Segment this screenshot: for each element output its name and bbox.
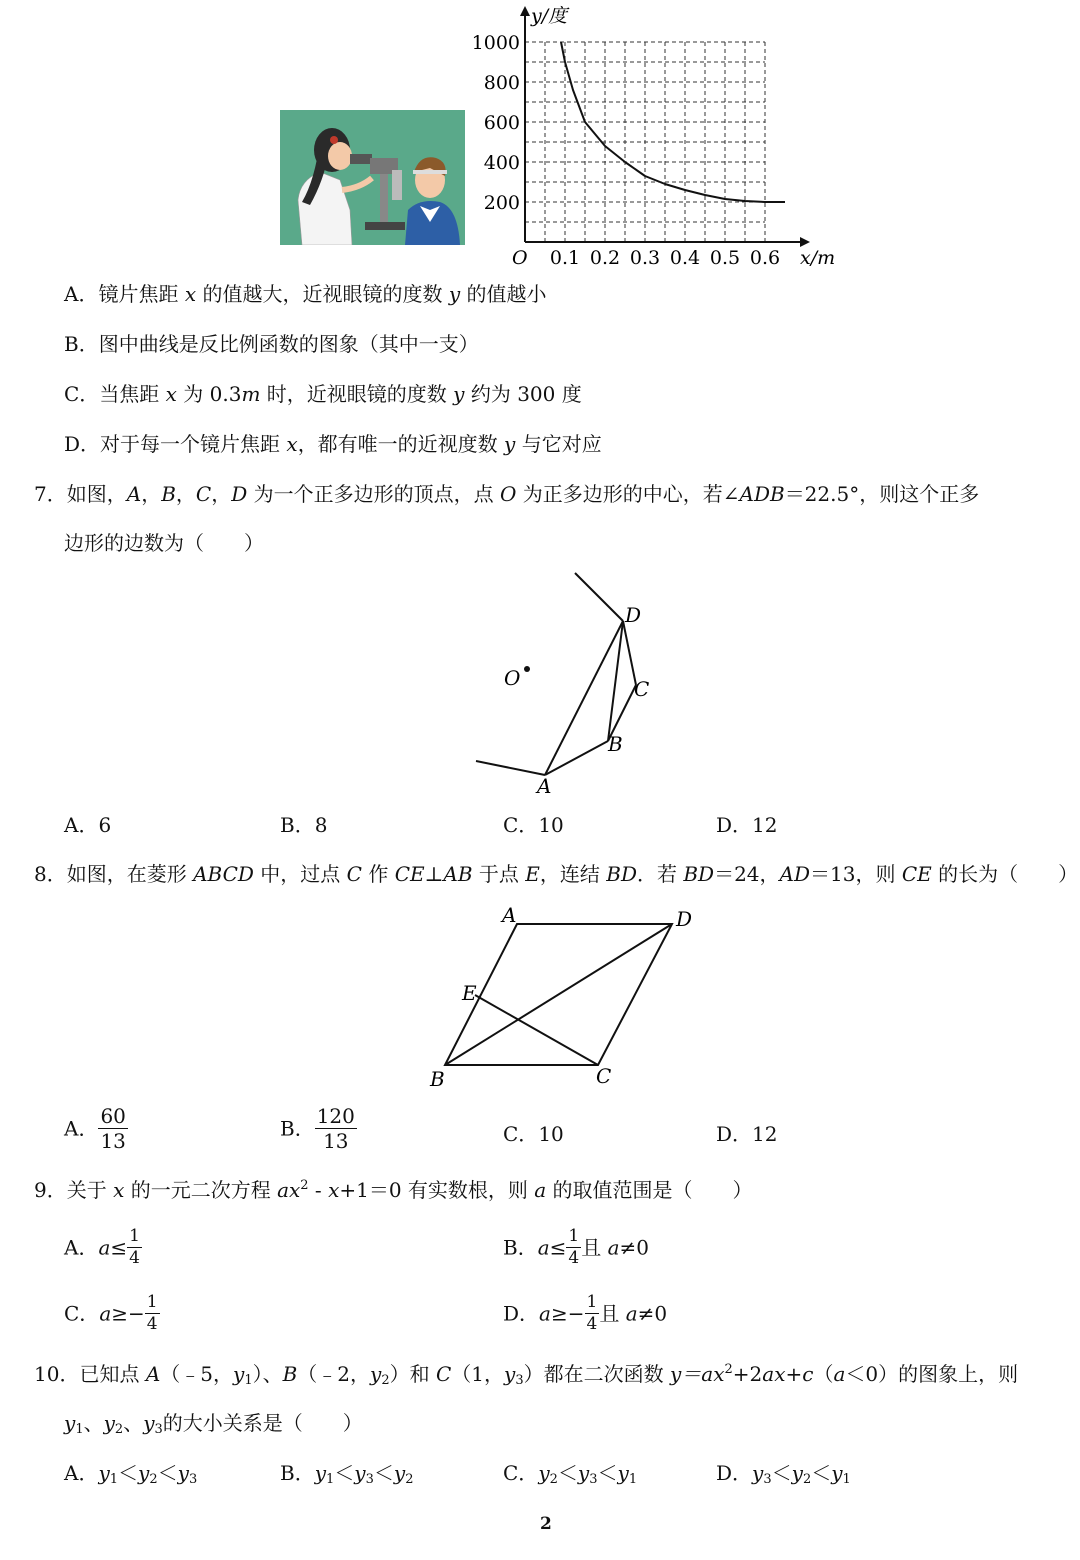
math-variable: y (453, 382, 465, 406)
text-run: 当焦距 (99, 382, 166, 406)
q9-option-d: D．a≥− $\frac{1}{4}$ 且 a≠0 (503, 1292, 668, 1334)
text-run: ＝13，则 (810, 862, 902, 886)
text-run: 于点 (472, 862, 526, 886)
math-variable: y (617, 1461, 629, 1485)
origin-label: O (512, 247, 528, 269)
less-than: ＜ (811, 1461, 832, 1485)
q8-option-d: D．12 (716, 1122, 778, 1146)
text-run: 为一个正多边形的顶点，点 (247, 482, 500, 506)
q9-option-a: A．a≤ $\frac{1}{4}$ (64, 1226, 140, 1268)
subscript: 1 (842, 1472, 851, 1487)
subscript: 1 (109, 1472, 119, 1487)
math-variable: y (448, 282, 461, 306)
q6-option-a (64, 281, 546, 307)
less-than: ＜ (157, 1461, 178, 1485)
text-run: ＝22.5°，则这个正多 (784, 482, 980, 506)
label-B: B (430, 1067, 445, 1091)
label-A: A (502, 903, 517, 927)
math-variable: y (577, 1461, 590, 1485)
y-axis-arrow (520, 6, 530, 16)
math-variable: O (499, 482, 517, 506)
text-run: ＝24， (714, 862, 780, 886)
text-run: 为正多边形的中心，若∠ (516, 482, 740, 506)
text-run: ．若 (636, 862, 684, 886)
less-than: ＜ (771, 1461, 792, 1485)
q10-option-d (716, 1460, 851, 1486)
text-run: 7．如图， (34, 482, 127, 506)
text-run: 约为 300 度 (464, 382, 582, 406)
q10-option-c (503, 1460, 637, 1486)
q6-option-c (64, 381, 582, 407)
x-tick-label: 0.1 (549, 247, 581, 269)
x-tick-label: 0.5 (709, 247, 741, 269)
q8-rhombus-diagram (420, 900, 720, 1095)
label-C: C (596, 1064, 612, 1088)
math-variable: y (138, 1461, 150, 1485)
q10-stem-line2: $y_1$、$y_2$、$y_3$的大小关系是（ ） (64, 1411, 363, 1437)
math-variable: BD (606, 862, 637, 886)
q10-stem-line1: 10．已知点 A（﹣5，$y_1$）、B（﹣2，$y_2$）和 C（1，$y_3$）都在二次函数 $y=ax^2+2ax+c(a<0)$的图象上，则 (34, 1362, 1019, 1388)
math-variable: y (393, 1461, 406, 1485)
q9-stem: 9．关于 x 的一元二次方程 $ax^2 - x+1=0$ 有实数根，则 a 的取值范围是（ ） (34, 1178, 753, 1202)
text-run: 对于每一个镜片焦距 (100, 432, 287, 456)
y-tick-label: 800 (483, 72, 520, 94)
option-letter: A． (64, 1461, 99, 1485)
math-variable: y (538, 1461, 550, 1485)
text-run: 的值越大，近视眼镜的度数 (196, 282, 449, 306)
y-tick-label: 600 (483, 112, 520, 134)
y-tick-label: 200 (483, 192, 520, 214)
math-variable: y (98, 1461, 110, 1485)
math-variable: BD (683, 862, 715, 886)
option-letter: A． (64, 282, 99, 306)
option-letter: B． (280, 1461, 315, 1485)
option-letter: B． (64, 332, 99, 356)
subscript: 2 (149, 1472, 158, 1487)
label-C: C (634, 677, 650, 701)
math-variable: m (241, 382, 261, 406)
q7-polygon-diagram (470, 565, 670, 800)
x-tick-label: 0.4 (669, 247, 701, 269)
q8-option-a: A． $\frac{60}{13}$ (64, 1104, 126, 1153)
q7-stem-line1 (34, 481, 979, 507)
option-letter: C． (503, 1461, 539, 1485)
q8-option-c: C．10 (503, 1122, 564, 1146)
x-axis-arrow (800, 237, 810, 247)
math-variable: D (231, 482, 248, 506)
math-variable: y (354, 1461, 366, 1485)
less-than: ＜ (373, 1461, 394, 1485)
math-variable: AD (779, 862, 811, 886)
q9-option-b: B．a≤ $\frac{1}{4}$ 且 a≠0 (503, 1226, 650, 1268)
text-run: 与它对应 (515, 432, 602, 456)
label-D: D (676, 907, 693, 931)
q7-option-b: B．8 (280, 813, 328, 837)
text-run: 为 0.3 (176, 382, 242, 406)
math-variable: ABCD (193, 862, 254, 886)
subscript: 3 (188, 1472, 198, 1487)
math-variable: y (791, 1461, 803, 1485)
q8-option-b: B． $\frac{120}{13}$ (280, 1104, 355, 1153)
less-than: ＜ (597, 1461, 618, 1485)
q10-option-b (280, 1460, 413, 1486)
page-number: 2 (540, 1514, 552, 1534)
math-variable: x (286, 432, 298, 456)
option-letter: D． (64, 432, 101, 456)
subscript: 2 (802, 1472, 812, 1487)
x-tick-label: 0.6 (749, 247, 781, 269)
text-run: 的长为（ ） (931, 862, 1079, 886)
math-variable: y (177, 1461, 189, 1485)
text-run: ， (175, 482, 196, 506)
less-than: ＜ (118, 1461, 139, 1485)
x-tick-label: 0.3 (629, 247, 661, 269)
text-run: ， (211, 482, 232, 506)
y-axis-label: y/度 (531, 5, 568, 27)
label-B: B (608, 732, 623, 756)
q6-line-chart (470, 0, 860, 275)
math-variable: CE (394, 862, 425, 886)
center-point (524, 666, 530, 672)
math-variable: C (195, 482, 212, 506)
q7-option-c: C．10 (503, 813, 564, 837)
math-variable: y (314, 1461, 327, 1485)
text-run: 的值越小 (460, 282, 547, 306)
x-tick-label: 0.2 (589, 247, 621, 269)
subscript: 3 (763, 1472, 772, 1487)
math-variable: y (831, 1461, 843, 1485)
text-run: 图中曲线是反比例函数的图象（其中一支） (98, 332, 479, 356)
q8-stem (34, 861, 1078, 887)
eye-exam-illustration (280, 110, 465, 245)
option-letter: D． (716, 1461, 753, 1485)
y-tick-label: 400 (483, 152, 520, 174)
label-D: D (625, 603, 642, 627)
text-run: ， (141, 482, 162, 506)
less-than: ＜ (557, 1461, 578, 1485)
label-E: E (462, 981, 477, 1005)
subscript: 2 (405, 1472, 414, 1487)
math-variable: E (525, 862, 540, 886)
math-variable: ADB (739, 482, 785, 506)
x-axis-label: x/m (800, 247, 836, 269)
q7-option-d: D．12 (716, 813, 778, 837)
text-run: ⊥ (424, 862, 444, 886)
text-run: ，都有唯一的近视度数 (297, 432, 505, 456)
q7-option-a: A．6 (64, 813, 112, 837)
q10-option-a (64, 1460, 197, 1486)
q6-option-b (64, 331, 479, 357)
math-variable: CE (901, 862, 932, 886)
math-variable: y (504, 432, 516, 456)
q6-option-d (64, 431, 602, 457)
subscript: 1 (326, 1472, 335, 1487)
y-tick-label: 1000 (471, 32, 520, 54)
q7-stem-line2: 边形的边数为（ ） (64, 531, 264, 555)
subscript: 3 (589, 1472, 598, 1487)
math-variable: x (165, 382, 177, 406)
text-run: 作 (361, 862, 395, 886)
label-O: O (504, 666, 521, 690)
subscript: 1 (628, 1472, 638, 1487)
math-variable: C (346, 862, 362, 886)
label-A: A (537, 774, 552, 798)
subscript: 2 (549, 1472, 558, 1487)
math-variable: x (184, 282, 197, 306)
math-variable: B (161, 482, 176, 506)
less-than: ＜ (334, 1461, 355, 1485)
math-variable: A (126, 482, 142, 506)
text-run: ，连结 (539, 862, 607, 886)
text-run: 时，近视眼镜的度数 (260, 382, 454, 406)
math-variable: AB (443, 862, 473, 886)
text-run: 镜片焦距 (98, 282, 185, 306)
text-run: 中，过点 (253, 862, 347, 886)
math-variable: y (752, 1461, 764, 1485)
option-letter: C． (64, 382, 100, 406)
q9-option-c: C．a≥− $\frac{1}{4}$ (64, 1292, 158, 1334)
subscript: 3 (365, 1472, 374, 1487)
text-run: 8．如图，在菱形 (34, 862, 194, 886)
